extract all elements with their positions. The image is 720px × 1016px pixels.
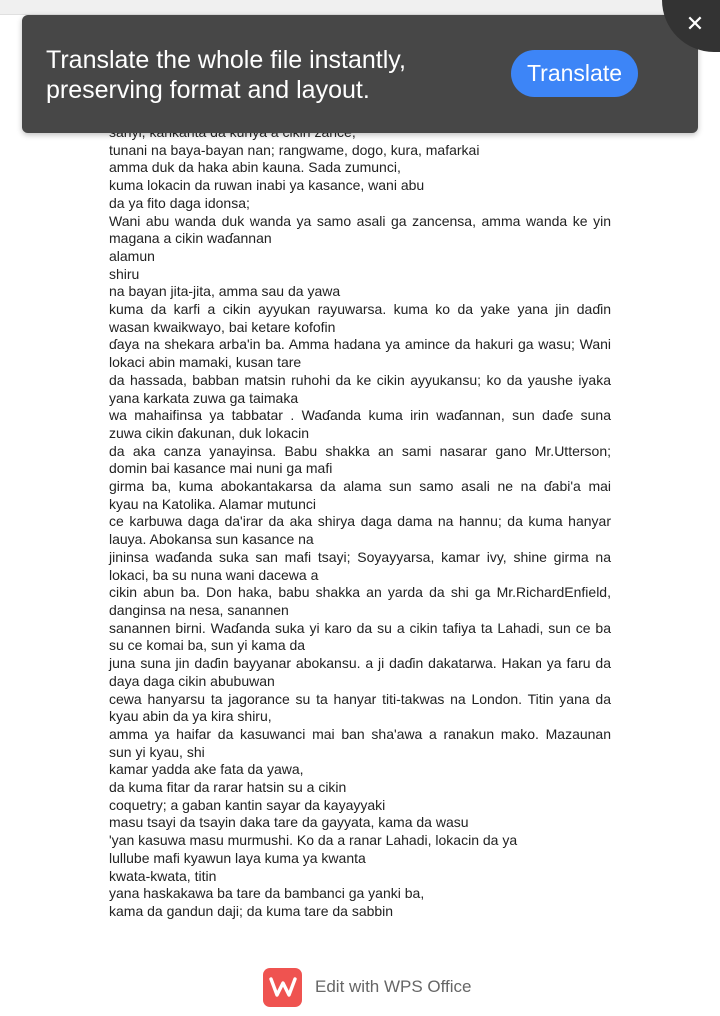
document-line: kwata-kwata, titin: [109, 867, 217, 884]
document-line: masu tsayi da tsayin daka tare da gayyata, kama da wasu: [109, 814, 469, 831]
document-line: lauya. Abokansa sun kasance na: [109, 531, 314, 548]
document-line: amma duk da haka abin kauna. Sada zumunci,: [109, 159, 401, 176]
document-line: sanannen birni. Waɗanda suka yi karo da su a cikin tafiya ta Lahadi, sun ce ba: [109, 619, 611, 636]
document-line: amma ya haifar da kasuwanci mai ban sha'awa a ranakun mako. Mazaunan: [109, 725, 611, 742]
document-line: wasan kwaikwayo, bai ketare kofofin: [109, 318, 336, 335]
document-line: tunani na baya-bayan nan; rangwame, dogo, kura, mafarkai: [109, 141, 480, 158]
document-line: kuma da karfi a cikin ayyukan rayuwarsa. kuma ko da yake yana jin daɗin: [109, 301, 611, 318]
document-line: lokaci abin mamaki, kusan tare: [109, 354, 302, 371]
document-line: su ce komai ba, sun yi kama da: [109, 637, 306, 654]
translate-banner: [22, 15, 698, 133]
document-line: na bayan jita-jita, amma sau da yawa: [109, 283, 341, 300]
document-line: kamar yadda ake fata da yawa,: [109, 761, 304, 778]
document-line: Wani abu wanda duk wanda ya samo asali ga zancensa, amma wanda ke yin: [109, 212, 611, 229]
document-line: yana haskakawa ba tare da bambanci ga yanki ba,: [109, 885, 425, 902]
document-line: shiru: [109, 265, 140, 282]
document-line: sun yi kyau, shi: [109, 743, 205, 760]
document-line: juna suna jin daɗin bayyanar abokansu. a ji daɗin dakatarwa. Hakan ya faru da: [109, 655, 611, 672]
translate-button[interactable]: Translate: [511, 50, 638, 97]
document-line: magana a cikin waɗannan: [109, 230, 272, 247]
wps-logo-icon: [263, 968, 302, 1007]
document-line: girma ba, kuma abokantakarsa da alama sun samo asali ne na ɗabi'a mai: [109, 478, 611, 495]
document-line: da hassada, babban matsin ruhohi da ke cikin ayyukansu; ko da yaushe iyaka: [109, 371, 611, 388]
document-line: daya daga cikin abubuwan: [109, 672, 275, 689]
document-line: coquetry; a gaban kantin sayar da kayayyaki: [109, 796, 386, 813]
document-line: kama da gandun daji; da kuma tare da sabbin: [109, 902, 394, 919]
document-line: da ya fito daga idonsa;: [109, 194, 250, 211]
document-line: da aka canza yanayinsa. Babu shakka an sami nasarar gano Mr.Utterson;: [109, 442, 611, 459]
document-line: kyau abin da ya kira shiru,: [109, 708, 272, 725]
wps-label: Edit with WPS Office: [315, 977, 472, 996]
document-line: yana karkata zuwa ga taimaka: [109, 389, 299, 406]
document-line: domin bai kasance mai nuni ga mafi: [109, 460, 333, 477]
document-line: da kuma fitar da rarar hatsin su a cikin: [109, 779, 347, 796]
document-body: [109, 124, 611, 921]
document-line: 'yan kasuwa masu murmushi. Ko da a ranar Lahadi, lokacin da ya: [109, 832, 518, 849]
document-line: kyau na Katolika. Alamar mutunci: [109, 495, 316, 512]
close-icon: ✕: [685, 11, 705, 36]
document-line: ɗaya na shekara arba'in ba. Amma hadana ya amince da hakuri ga wasu; Wani: [109, 336, 611, 353]
document-line: wa mahaifinsa ya tabbatar . Waɗanda kuma irin waɗannan, sun daɗe suna: [109, 407, 611, 424]
document-line: zuwa cikin ɗakunan, duk lokacin: [109, 424, 310, 441]
banner-message: Translate the whole file instantly, preserving format and layout.: [46, 46, 406, 104]
document-line: kuma lokacin da ruwan inabi ya kasance, wani abu: [109, 177, 425, 194]
document-line: ce karbuwa daga da'irar da aka shirya daga dama na hannu; da kuma hanyar: [109, 513, 611, 530]
document-line: danginsa na nesa, sanannen: [109, 601, 289, 618]
document-line: lullube mafi kyawun laya kuma ya kwanta: [109, 849, 366, 866]
top-strip: [0, 0, 720, 15]
document-line: cikin abun ba. Don haka, babu shakka an yarda da shi ga Mr.RichardEnfield,: [109, 584, 611, 601]
document-line: lokaci, ba su nuna wani dacewa a: [109, 566, 319, 583]
edit-with-wps-button[interactable]: [263, 967, 472, 1007]
document-line: cewa hanyarsu ta jagorance su ta hanyar titi-takwas na London. Titin yana da: [109, 690, 611, 707]
document-line: alamun: [109, 247, 155, 264]
document-line: jininsa waɗanda suka san mafi tsayi; Soyayyarsa, kamar ivy, shine girma na: [109, 548, 611, 565]
